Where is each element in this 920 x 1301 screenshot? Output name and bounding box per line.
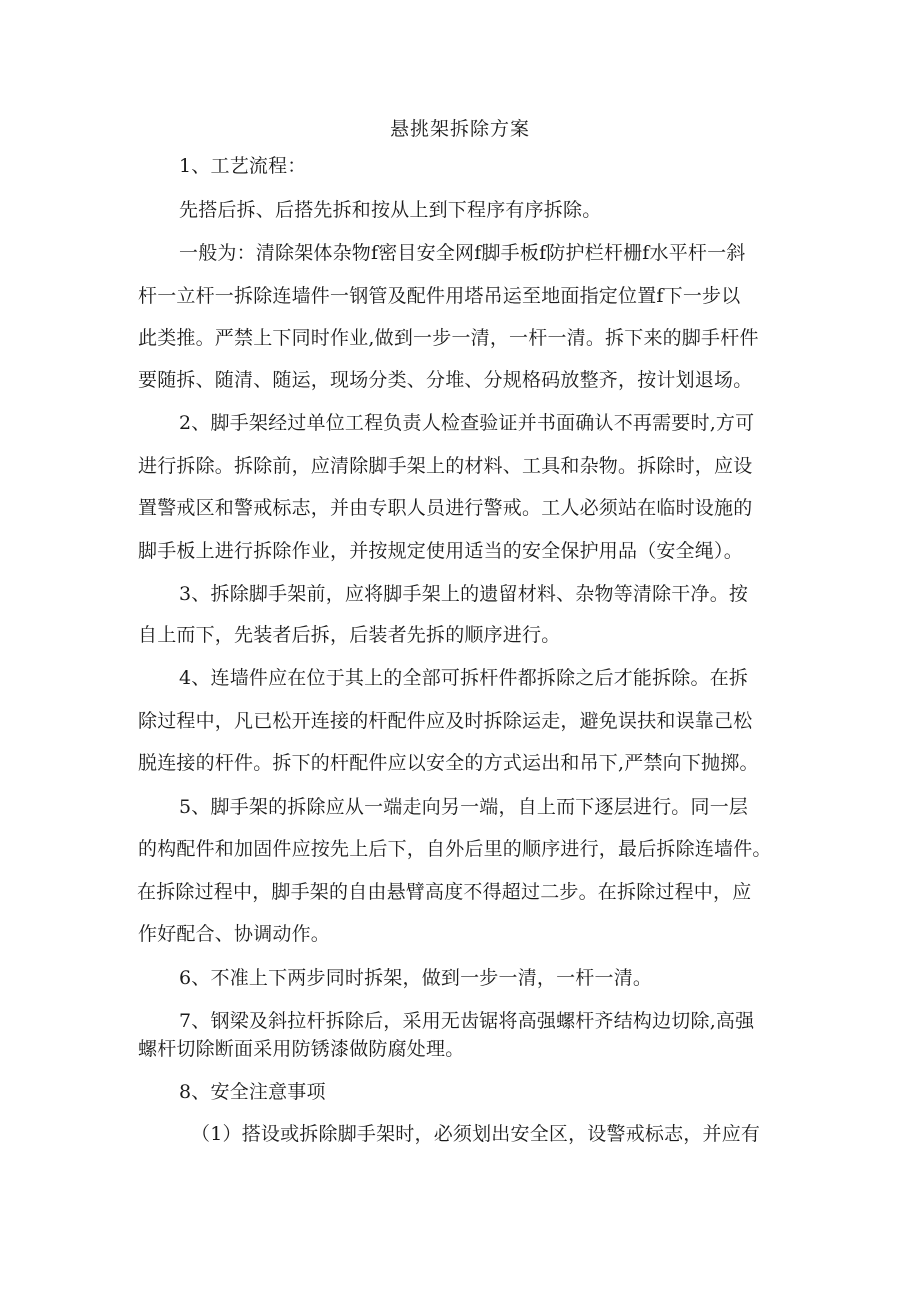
- paragraph-line: 除过程中，凡已松开连接的杆配件应及时拆除运走，避免误扶和误靠己松: [138, 710, 753, 732]
- paragraph-line: 此类推。严禁上下同时作业,做到一步一清，一杆一清。拆下来的脚手杆件: [138, 327, 759, 349]
- paragraph-line: 脚手板上进行拆除作业，并按规定使用适当的安全保护用品（安全绳）。: [138, 540, 743, 562]
- paragraph-line: 3、拆除脚手架前，应将脚手架上的遗留材料、杂物等清除干净。按: [179, 583, 749, 605]
- paragraph-line: 要随拆、随清、随运，现场分类、分堆、分规格码放整齐，按计划退场。: [138, 369, 753, 391]
- paragraph-line: 4、连墙件应在位于其上的全部可拆杆件都拆除之后才能拆除。在拆: [179, 667, 749, 689]
- paragraph-line: 的构配件和加固件应按先上后下，自外后里的顺序进行，最后拆除连墙件。: [138, 838, 772, 860]
- paragraph-line: 作好配合、协调动作。: [138, 923, 331, 945]
- paragraph-line: 杆一立杆一拆除连墙件一钢管及配件用塔吊运至地面指定位置f下一步以: [138, 285, 741, 307]
- paragraph-line: 在拆除过程中，脚手架的自由悬臂高度不得超过二步。在拆除过程中，应: [137, 881, 752, 903]
- paragraph-line: 螺杆切除断面采用防锈漆做防腐处理。: [138, 1038, 465, 1060]
- paragraph-line: 7、钢梁及斜拉杆拆除后，采用无齿锯将高强螺杆齐结构边切除,高强: [179, 1010, 755, 1032]
- paragraph-line: 6、不准上下两步同时拆架，做到一步一清，一杆一清。: [179, 967, 653, 989]
- paragraph-line: 先搭后拆、后搭先拆和按从上到下程序有序拆除。: [179, 199, 602, 221]
- paragraph-line: 进行拆除。拆除前，应清除脚手架上的材料、工具和杂物。拆除时，应设: [138, 455, 753, 477]
- section-8-heading: 8、安全注意事项: [179, 1081, 326, 1103]
- paragraph-line: 2、脚手架经过单位工程负责人检查验证并书面确认不再需要时,方可: [179, 412, 755, 434]
- paragraph-line: 5、脚手架的拆除应从一端走向另一端，自上而下逐层进行。同一层: [179, 796, 749, 818]
- paragraph-line: （1）搭设或拆除脚手架时，必须划出安全区，设警戒标志，并应有: [191, 1123, 761, 1145]
- paragraph-line: 一般为：清除架体杂物f密目安全网f脚手板f防护栏杆栅f水平杆一斜: [179, 242, 746, 264]
- section-1-heading: 1、工艺流程：: [179, 155, 307, 177]
- paragraph-line: 脱连接的杆件。拆下的杆配件应以安全的方式运出和吊下,严禁向下抛掷。: [138, 752, 759, 774]
- document-title: 悬挑架拆除方案: [389, 118, 530, 140]
- paragraph-line: 置警戒区和警戒标志，并由专职人员进行警戒。工人必须站在临时设施的: [138, 497, 753, 519]
- paragraph-line: 自上而下，先装者后拆，后装者先拆的顺序进行。: [138, 624, 561, 646]
